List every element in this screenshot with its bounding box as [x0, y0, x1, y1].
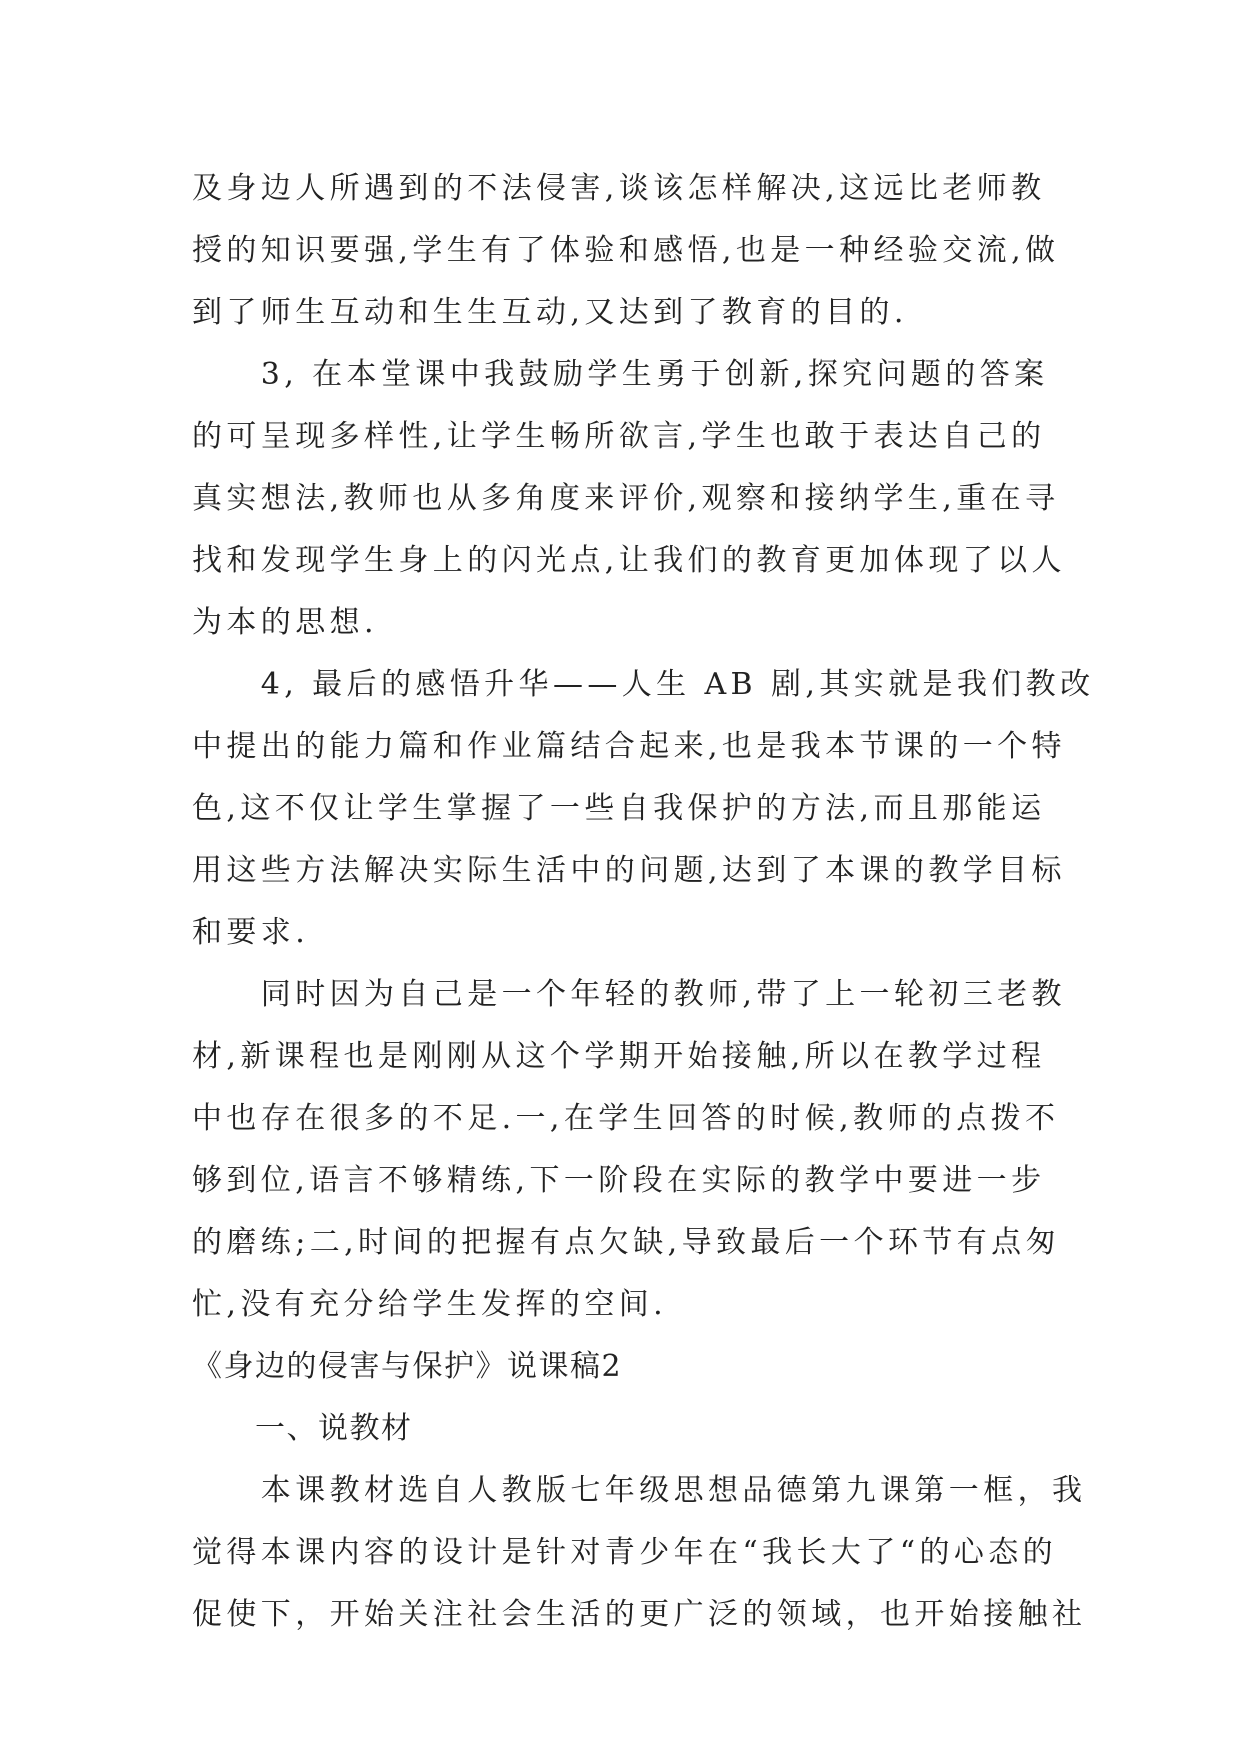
- text-line: 用这些方法解决实际生活中的问题,达到了本课的教学目标: [192, 853, 1066, 888]
- text-line: 同时因为自己是一个年轻的教师,带了上一轮初三老教: [192, 977, 1066, 1012]
- text-line: 3, 在本堂课中我鼓励学生勇于创新,探究问题的答案: [192, 357, 1049, 392]
- text-line: 的可呈现多样性,让学生畅所欲言,学生也敢于表达自己的: [192, 419, 1046, 454]
- text-line: 4, 最后的感悟升华——人生 AB 剧,其实就是我们教改: [192, 667, 1095, 702]
- document-body: [192, 158, 1095, 1646]
- text-line: 找和发现学生身上的闪光点,让我们的教育更加体现了以人: [192, 543, 1066, 578]
- text-line: 的磨练;二,时间的把握有点欠缺,导致最后一个环节有点匆: [192, 1225, 1060, 1260]
- text-line: 觉得本课内容的设计是针对青少年在“我长大了“的心态的: [192, 1535, 1058, 1570]
- text-line: 本课教材选自人教版七年级思想品德第九课第一框，我: [192, 1473, 1087, 1508]
- text-line: 中也存在很多的不足.一,在学生回答的时候,教师的点拨不: [192, 1101, 1060, 1136]
- section-heading: 一、说教材: [192, 1411, 413, 1446]
- section-title: 《身边的侵害与保护》说课稿2: [192, 1349, 623, 1384]
- text-line: 到了师生互动和生生互动,又达到了教育的目的.: [192, 295, 908, 330]
- text-line: 忙,没有充分给学生发挥的空间.: [192, 1287, 668, 1322]
- text-line: 中提出的能力篇和作业篇结合起来,也是我本节课的一个特: [192, 729, 1066, 764]
- text-line: 促使下，开始关注社会生活的更广泛的领域，也开始接触社: [192, 1597, 1087, 1632]
- text-line: 为本的思想.: [192, 605, 378, 640]
- text-line: 色,这不仅让学生掌握了一些自我保护的方法,而且那能运: [192, 791, 1046, 826]
- text-line: 材,新课程也是刚刚从这个学期开始接触,所以在教学过程: [192, 1039, 1046, 1074]
- text-line: 真实想法,教师也从多角度来评价,观察和接纳学生,重在寻: [192, 481, 1060, 516]
- text-line: 及身边人所遇到的不法侵害,谈该怎样解决,这远比老师教: [192, 171, 1046, 206]
- text-line: 和要求.: [192, 915, 310, 950]
- text-line: 授的知识要强,学生有了体验和感悟,也是一种经验交流,做: [192, 233, 1060, 268]
- text-line: 够到位,语言不够精练,下一阶段在实际的教学中要进一步: [192, 1163, 1046, 1198]
